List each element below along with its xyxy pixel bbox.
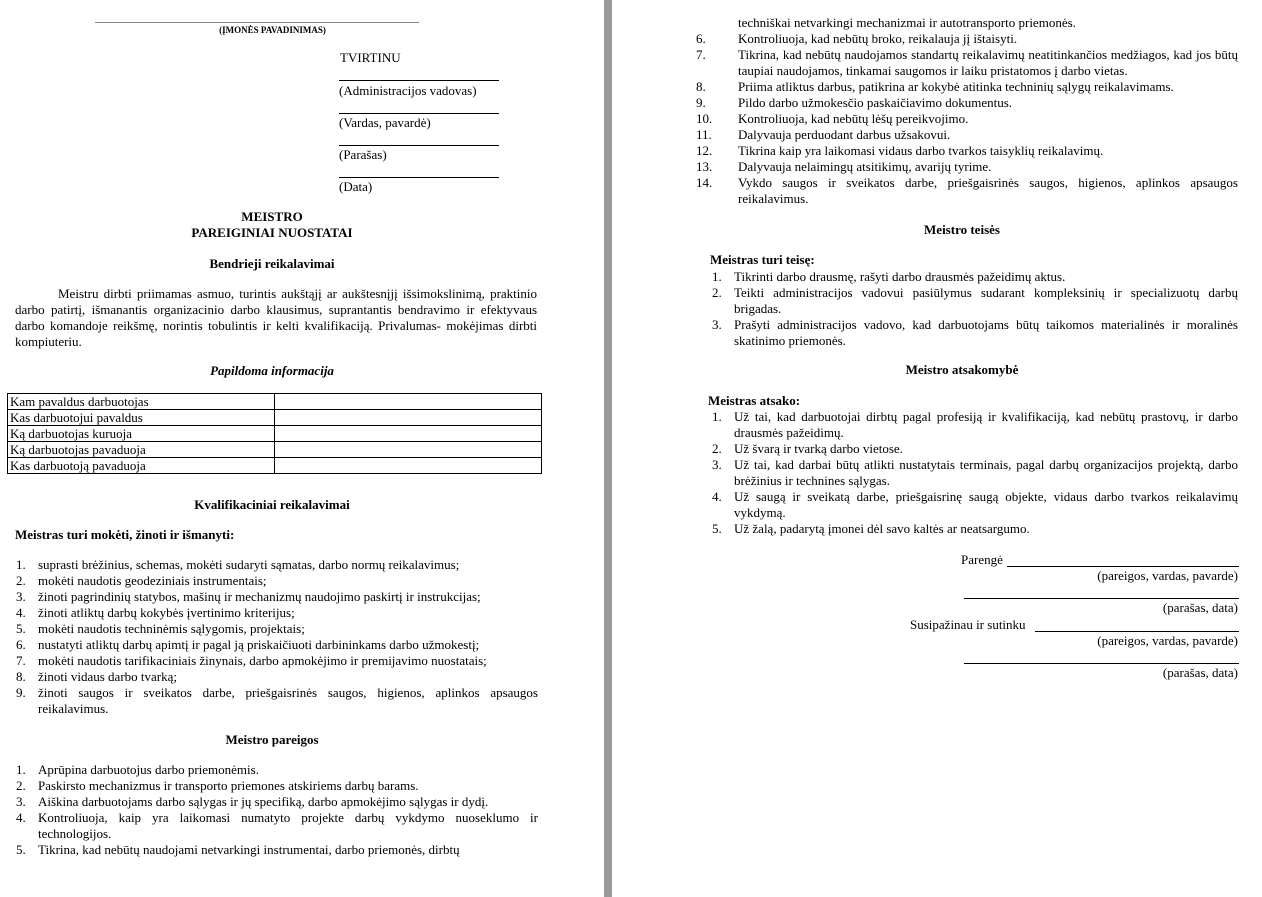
responsibility-list — [704, 409, 1238, 537]
list-number: 12. — [696, 143, 713, 158]
list-item-text: nustatyti atliktų darbų apimtį ir pagal ją priskaičiuoti darbininkams darbo užmokestį; — [38, 637, 480, 652]
list-item-text: žinoti vidaus darbo tvarką; — [38, 669, 177, 684]
list-item-text: Už švarą ir tvarką darbo vietose. — [734, 441, 903, 456]
agreed-signature-line — [964, 663, 1239, 664]
list-number: 13. — [696, 159, 713, 174]
rights-list — [704, 269, 1238, 349]
duties-heading: Meistro pareigos — [225, 732, 319, 747]
company-name-caption: (ĮMONĖS PAVADINIMAS) — [219, 25, 326, 35]
additional-info-table — [7, 393, 542, 474]
list-item-text: Tikrinti darbo drausmę, rašyti darbo drausmės pažeidimų aktus. — [734, 269, 1066, 284]
list-number: 4. — [712, 489, 722, 504]
list-number: 7. — [16, 653, 26, 668]
list-item — [696, 143, 1238, 159]
list-item — [8, 778, 538, 794]
admin-head-caption: (Administracijos vadovas) — [339, 83, 477, 98]
list-item-text: Dalyvauja nelaimingų atsitikimų, avarijų tyrime. — [738, 159, 992, 174]
list-item — [704, 441, 1238, 457]
list-item-text: Prašyti administracijos vadovo, kad darbuotojams būtų taikomos materialinės ir moralinės skatinimo priemonės. — [734, 317, 1238, 348]
company-name-line: ________________________________________________________________________ — [95, 14, 419, 24]
list-number: 5. — [712, 521, 722, 536]
list-item-text: Tikrina kaip yra laikomasi vidaus darbo tvarkos taisyklių reikalavimų. — [738, 143, 1104, 158]
prepared-signature-caption: (parašas, data) — [1162, 600, 1238, 615]
list-number: 3. — [16, 589, 26, 604]
list-number: 11. — [696, 127, 712, 142]
prepared-label: Parengė — [961, 552, 1003, 567]
prepared-line — [1007, 566, 1239, 567]
list-number: 2. — [16, 573, 26, 588]
table-row — [8, 458, 542, 474]
list-number: 3. — [712, 457, 722, 472]
additional-info-heading: Papildoma informacija — [210, 363, 334, 378]
list-item-text: suprasti brėžinius, schemas, mokėti sudaryti sąmatas, darbo normų reikalavimus; — [38, 557, 460, 572]
list-number: 8. — [696, 79, 706, 94]
list-number: 4. — [16, 810, 26, 825]
table-row — [8, 394, 542, 410]
approval-line — [339, 145, 499, 146]
list-number: 6. — [696, 31, 706, 46]
list-item — [8, 605, 538, 621]
list-number: 3. — [16, 794, 26, 809]
list-item-text: mokėti naudotis geodeziniais instrumentais; — [38, 573, 267, 588]
signature-caption: (Parašas) — [339, 147, 387, 162]
agreed-signature-caption: (parašas, data) — [1162, 665, 1238, 680]
list-item-text: Kontroliuoja, kad nebūtų broko, reikalauja jį ištaisyti. — [738, 31, 1018, 46]
list-item — [8, 685, 538, 717]
page-divider — [604, 0, 612, 897]
list-number: 2. — [712, 285, 722, 300]
list-number: 14. — [696, 175, 713, 190]
document-title: MEISTRO — [241, 209, 303, 224]
approve-label: TVIRTINU — [340, 50, 401, 65]
general-requirements-text: Meistru dirbti priimamas asmuo, turintis aukštąjį ar aukštesnįjį išsimokslinimą, praktinio darbo patirtį, išmanantis organizacinio darbo klausimus, suprantantis bendravimo ir efektyvaus darbo komandoje reikšmę, norintis tobulintis ir kelti kvalifikaciją. Privalumas- mokėjimas dirbti kompiuteriu. — [15, 286, 537, 349]
list-item-text: Aiškina darbuotojams darbo sąlygas ir jų specifiką, darbo apmokėjimo sąlygas ir dydį. — [38, 794, 489, 809]
list-item — [8, 589, 538, 605]
list-item-text: žinoti saugos ir sveikatos darbe, priešgaisrinės saugos, higienos, aplinkos apsaugos reikalavimus. — [38, 685, 538, 716]
qualification-subheading: Meistras turi mokėti, žinoti ir išmanyti: — [15, 527, 235, 542]
prepared-caption: (pareigos, vardas, pavarde) — [1097, 568, 1238, 583]
list-item — [8, 573, 538, 589]
table-label-cell: Ką darbuotojas kuruoja — [8, 426, 275, 442]
name-caption: (Vardas, pavardė) — [339, 115, 431, 130]
duties-list-continued — [696, 31, 1238, 207]
list-number: 9. — [16, 685, 26, 700]
list-item — [8, 557, 538, 573]
table-value-cell — [275, 426, 542, 442]
list-item — [704, 317, 1238, 349]
duty-5-continuation: techniškai netvarkingi mechanizmai ir autotransporto priemonės. — [738, 15, 1076, 30]
list-item — [696, 159, 1238, 175]
list-item — [8, 794, 538, 810]
list-item-text: Priima atliktus darbus, patikrina ar kokybė atitinka techninių sąlygų reikalavimams. — [738, 79, 1174, 94]
list-item-text: Už tai, kad darbai būtų atlikti nustatytais terminais, pagal darbų organizacijos projektą, darbo brėžinius ir technines sąlygas. — [734, 457, 1238, 488]
list-number: 1. — [712, 269, 722, 284]
list-item-text: Tikrina, kad nebūtų naudojami netvarkingi instrumentai, darbo priemonės, dirbtų — [38, 842, 460, 857]
list-item-text: Tikrina, kad nebūtų naudojamos standartų reikalavimų neatitinkančios medžiagos, kad jos būtų taupiai naudojamos, tinkamai saugomos ir laiku pristatomos į darbo vietas. — [738, 47, 1238, 78]
list-item-text: Už žalą, padarytą įmonei dėl savo kaltės ar neatsargumo. — [734, 521, 1030, 536]
list-item-text: Dalyvauja perduodant darbus užsakovui. — [738, 127, 951, 142]
qualification-heading: Kvalifikaciniai reikalavimai — [194, 497, 350, 512]
responsibility-heading: Meistro atsakomybė — [905, 362, 1019, 377]
list-item — [8, 842, 538, 858]
list-item-text: Vykdo saugos ir sveikatos darbe, priešgaisrinės saugos, higienos, aplinkos apsaugos reikalavimus. — [738, 175, 1238, 206]
list-item — [704, 285, 1238, 317]
rights-subheading: Meistras turi teisę: — [710, 252, 815, 267]
list-item — [704, 409, 1238, 441]
list-item — [704, 489, 1238, 521]
table-label-cell: Ką darbuotojas pavaduoja — [8, 442, 275, 458]
list-item — [696, 95, 1238, 111]
list-number: 7. — [696, 47, 706, 62]
list-number: 1. — [16, 557, 26, 572]
list-item-text: Pildo darbo užmokesčio paskaičiavimo dokumentus. — [738, 95, 1013, 110]
list-item-text: mokėti naudotis tarifikaciniais žinynais, darbo apmokėjimo ir premijavimo nuostatais; — [38, 653, 487, 668]
approval-line — [339, 113, 499, 114]
list-item-text: Už saugą ir sveikatą darbe, priešgaisrinę saugą objekte, vidaus darbo tvarkos reikalavimų vykdymą. — [734, 489, 1238, 520]
table-row — [8, 410, 542, 426]
table-value-cell — [275, 458, 542, 474]
list-item — [696, 111, 1238, 127]
list-item — [696, 127, 1238, 143]
list-number: 2. — [16, 778, 26, 793]
list-item — [704, 521, 1238, 537]
list-item-text: Kontroliuoja, kad nebūtų lėšų pereikvojimo. — [738, 111, 969, 126]
right-page — [612, 0, 1262, 897]
list-number: 8. — [16, 669, 26, 684]
table-value-cell — [275, 442, 542, 458]
agreed-line — [1035, 631, 1239, 632]
list-number: 5. — [16, 842, 26, 857]
list-item-text: Paskirsto mechanizmus ir transporto priemones atskiriems darbų barams. — [38, 778, 419, 793]
list-item-text: Aprūpina darbuotojus darbo priemonėmis. — [38, 762, 259, 777]
list-number: 9. — [696, 95, 706, 110]
table-value-cell — [275, 394, 542, 410]
list-number: 4. — [16, 605, 26, 620]
responsibility-subheading: Meistras atsako: — [708, 393, 801, 408]
duties-list — [8, 762, 538, 858]
general-requirements-heading: Bendrieji reikalavimai — [209, 256, 335, 271]
qualification-list — [8, 557, 538, 717]
list-number: 3. — [712, 317, 722, 332]
list-item-text: Už tai, kad darbuotojai dirbtų pagal profesiją ir kvalifikaciją, kad nebūtų prastovų, ir darbo drausmės pažeidimų. — [734, 409, 1238, 440]
list-item-text: Teikti administracijos vadovui pasiūlymus sudarant kompleksinių ir specializuotų darbų brigadas. — [734, 285, 1238, 316]
table-label-cell: Kas darbuotojui pavaldus — [8, 410, 275, 426]
date-caption: (Data) — [339, 179, 373, 194]
list-number: 1. — [16, 762, 26, 777]
list-item-text: Kontroliuoja, kaip yra laikomasi numatyto projekte darbų vykdymo nuoseklumo ir technologijos. — [38, 810, 538, 841]
table-row — [8, 442, 542, 458]
agreed-label: Susipažinau ir sutinku — [910, 617, 1026, 632]
table-label-cell: Kam pavaldus darbuotojas — [8, 394, 275, 410]
list-item — [8, 653, 538, 669]
agreed-caption: (pareigos, vardas, pavarde) — [1097, 633, 1238, 648]
list-number: 6. — [16, 637, 26, 652]
list-item — [8, 762, 538, 778]
list-item-text: žinoti atliktų darbų kokybės įvertinimo kriterijus; — [38, 605, 295, 620]
list-item-text: žinoti pagrindinių statybos, mašinų ir mechanizmų naudojimo paskirtį ir instrukcijas; — [38, 589, 481, 604]
list-number: 2. — [712, 441, 722, 456]
approval-line — [339, 80, 499, 81]
prepared-signature-line — [964, 598, 1239, 599]
list-number: 1. — [712, 409, 722, 424]
left-page — [0, 0, 604, 897]
list-item — [8, 637, 538, 653]
list-item — [704, 457, 1238, 489]
list-item — [8, 621, 538, 637]
list-item — [8, 810, 538, 842]
table-value-cell — [275, 410, 542, 426]
rights-heading: Meistro teisės — [924, 222, 1000, 237]
list-number: 10. — [696, 111, 713, 126]
list-item — [696, 31, 1238, 47]
table-label-cell: Kas darbuotoją pavaduoja — [8, 458, 275, 474]
list-item — [8, 669, 538, 685]
list-item-text: mokėti naudotis techninėmis sąlygomis, projektais; — [38, 621, 305, 636]
list-item — [704, 269, 1238, 285]
list-item — [696, 79, 1238, 95]
list-item — [696, 175, 1238, 207]
document-subtitle: PAREIGINIAI NUOSTATAI — [191, 225, 353, 240]
table-row — [8, 426, 542, 442]
list-item — [696, 47, 1238, 79]
approval-line — [339, 177, 499, 178]
list-number: 5. — [16, 621, 26, 636]
